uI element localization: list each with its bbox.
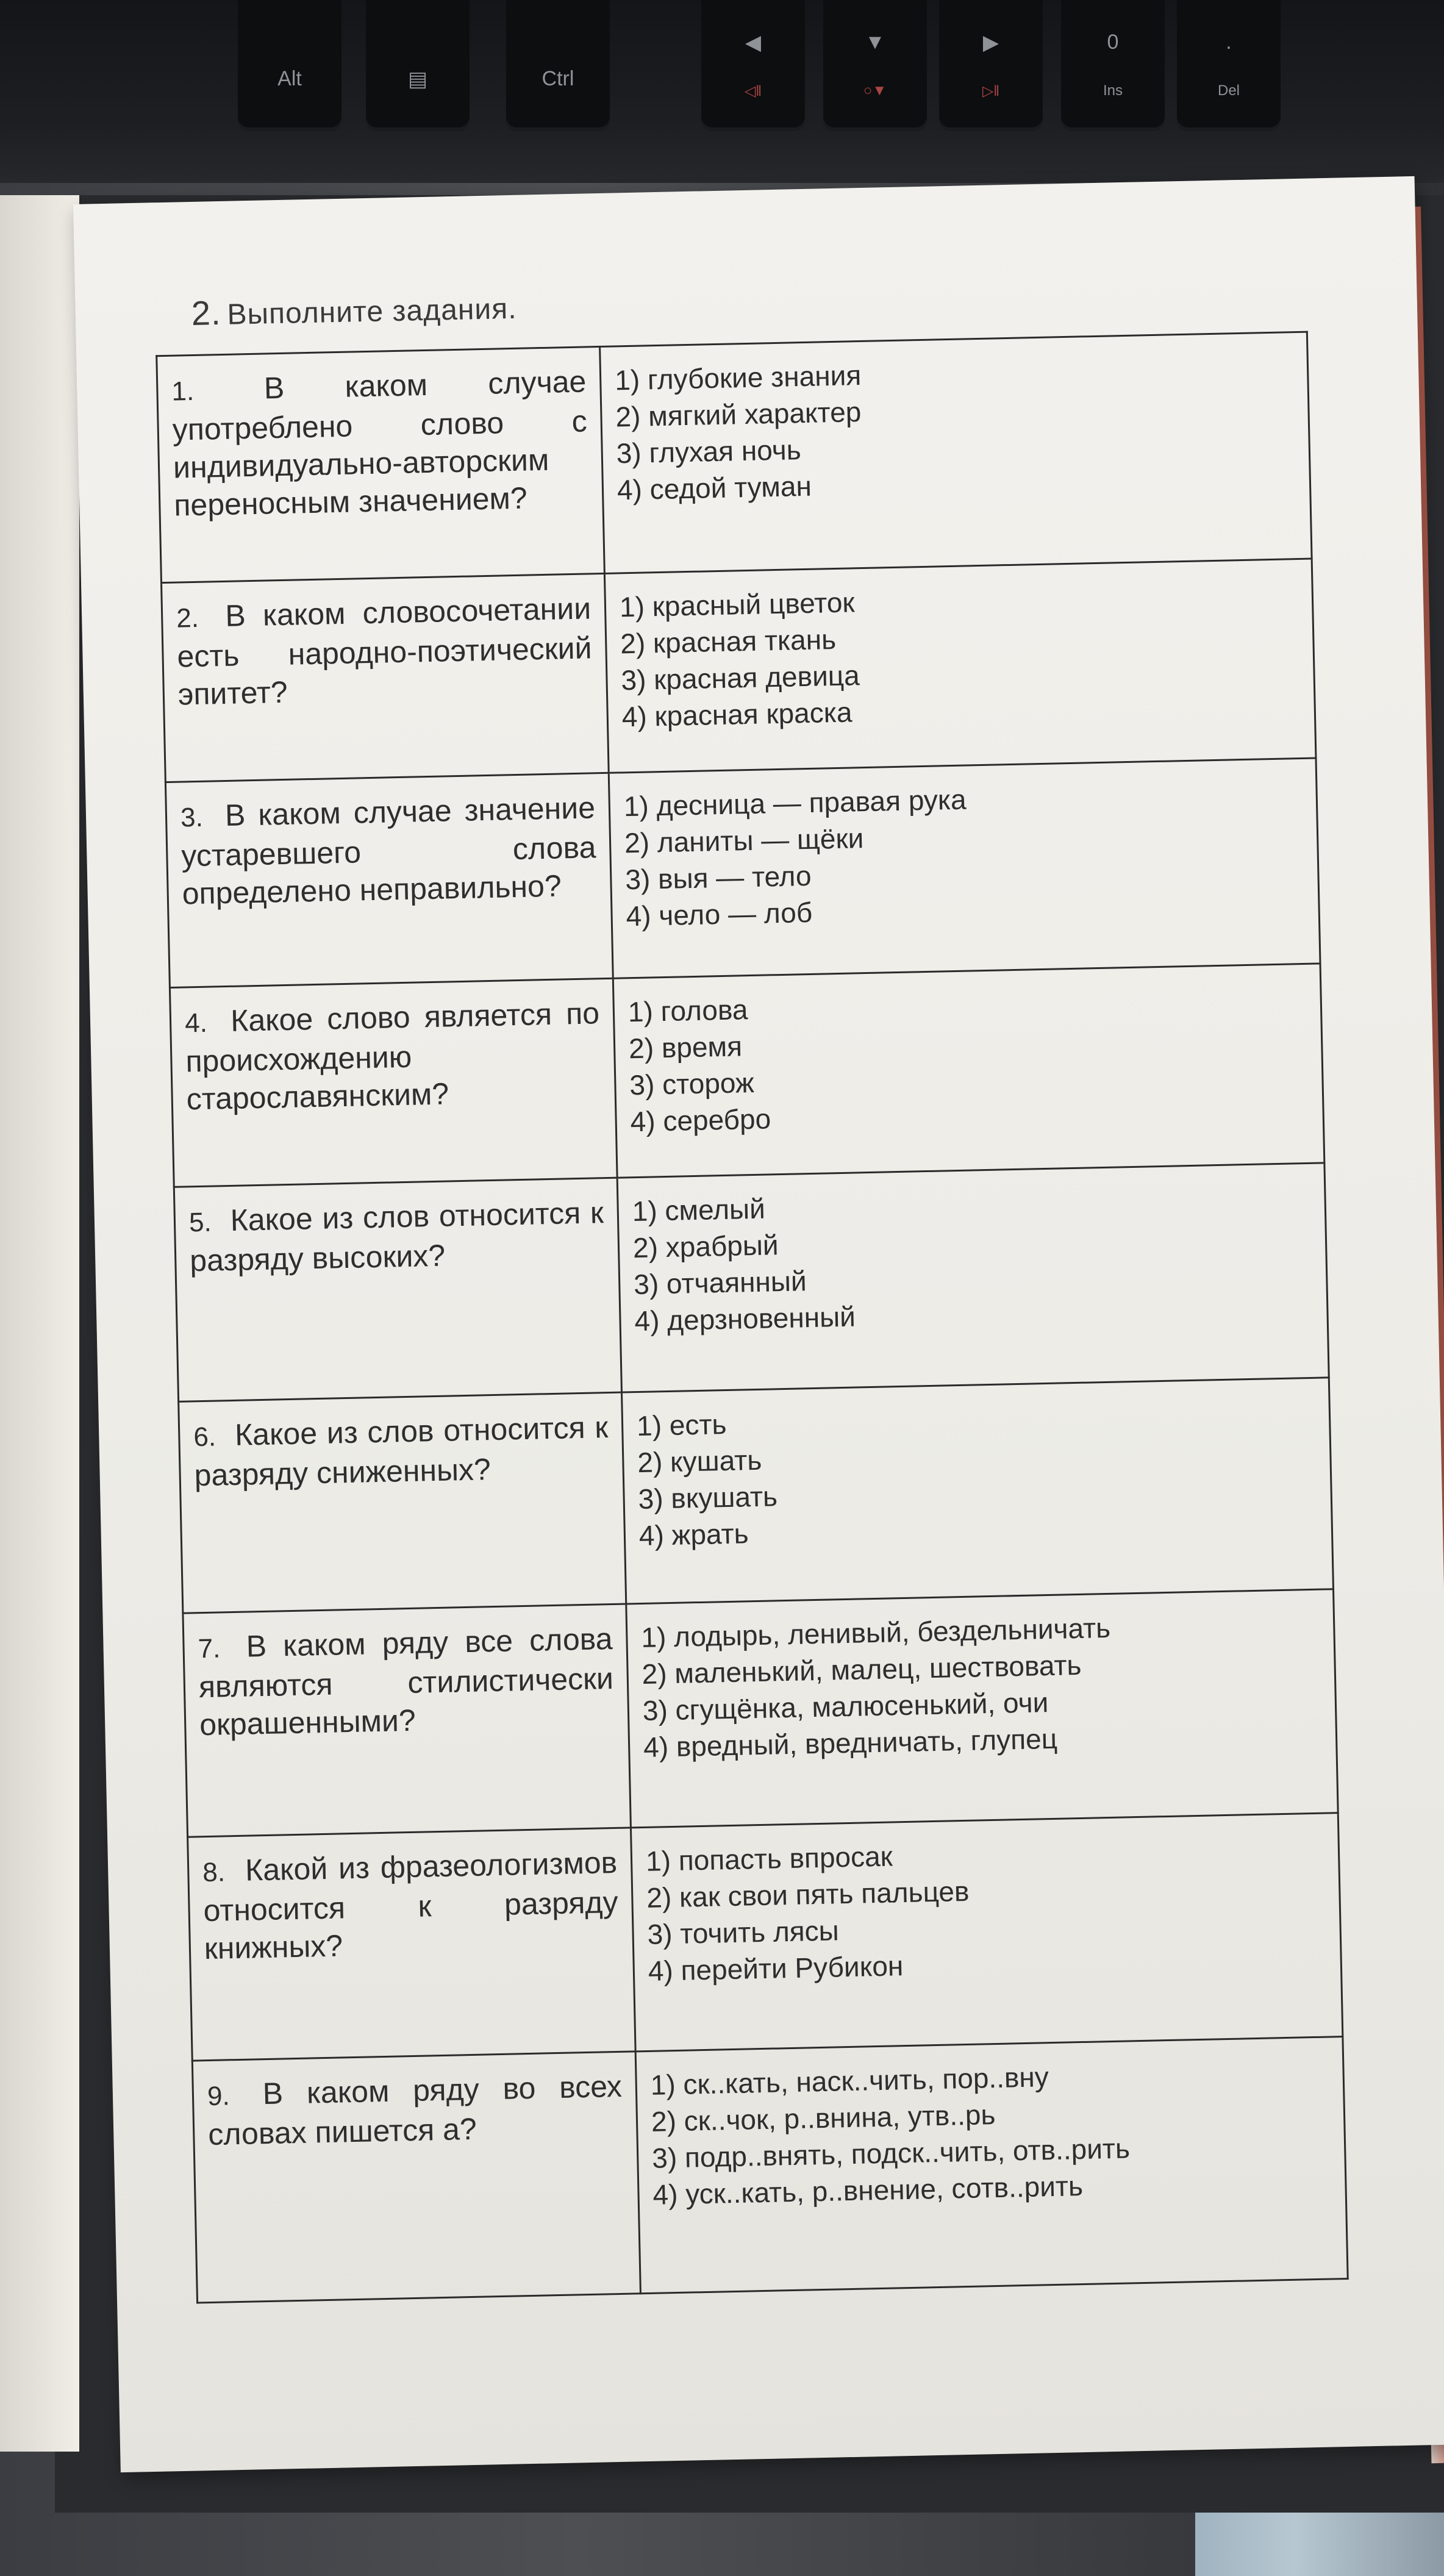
key-label: ◀ bbox=[745, 31, 762, 54]
arrow-right-key[interactable] bbox=[939, 0, 1043, 131]
options-cell bbox=[635, 2037, 1348, 2294]
answer-option: 4) уск..кать, р..внение, сотв..рить bbox=[652, 2170, 1084, 2211]
table-row bbox=[179, 1378, 1334, 1613]
key-label: ▶ bbox=[982, 31, 999, 54]
options-cell bbox=[604, 559, 1316, 773]
answer-option: 1) голова bbox=[627, 993, 748, 1028]
question-cell bbox=[162, 573, 609, 782]
tasks-table bbox=[155, 331, 1349, 2304]
key-sublabel: Del bbox=[1217, 82, 1240, 99]
answer-option: 4) вредный, вредничать, глупец bbox=[643, 1722, 1058, 1763]
table-row bbox=[162, 559, 1316, 782]
answer-option: 3) отчаянный bbox=[633, 1265, 807, 1301]
answer-option: 4) седой туман bbox=[617, 470, 812, 506]
menu-key[interactable] bbox=[366, 0, 470, 131]
answer-option: 1) ск..кать, наск..чить, пор..вну bbox=[650, 2061, 1049, 2101]
table-row bbox=[188, 1813, 1343, 2061]
answer-option: 4) чело — лоб bbox=[626, 896, 813, 932]
answer-option: 3) выя — тело bbox=[624, 859, 812, 896]
question-cell bbox=[174, 1178, 621, 1401]
answer-option: 3) красная девица bbox=[620, 659, 860, 696]
answer-option: 2) храбрый bbox=[632, 1229, 779, 1264]
arrow-down-key[interactable] bbox=[823, 0, 927, 131]
question-number: 1. bbox=[171, 376, 195, 407]
question-text: Какое из слов относится к разряду высоких? bbox=[189, 1195, 604, 1278]
question-cell bbox=[157, 346, 605, 582]
options-cell bbox=[617, 1163, 1329, 1392]
answer-option: 4) перейти Рубикон bbox=[648, 1950, 904, 1987]
question-number: 8. bbox=[202, 1857, 226, 1888]
left-page-edge bbox=[0, 195, 79, 2452]
question-text: В каком случае употреблено слово с индивидуально-авторским переносным значением? bbox=[172, 364, 588, 523]
answer-option: 3) точить лясы bbox=[647, 1914, 840, 1950]
answer-option: 1) красный цветок bbox=[619, 586, 855, 623]
question-number: 2. bbox=[176, 603, 199, 634]
key-label: 0 bbox=[1107, 30, 1119, 54]
keyboard bbox=[0, 0, 1444, 183]
answer-option: 1) есть bbox=[636, 1408, 727, 1442]
numpad-0-key[interactable] bbox=[1061, 0, 1165, 131]
answer-option: 1) смелый bbox=[632, 1192, 766, 1228]
options-cell bbox=[626, 1589, 1338, 1828]
question-number: 6. bbox=[193, 1422, 216, 1453]
answer-option: 2) красная ткань bbox=[620, 623, 837, 660]
table-row bbox=[192, 2037, 1348, 2303]
key-sublabel: ◁‖ bbox=[744, 83, 762, 99]
question-cell bbox=[179, 1392, 626, 1613]
answer-option: 2) маленький, малец, шествовать bbox=[642, 1648, 1082, 1690]
ctrl-key[interactable] bbox=[506, 0, 610, 131]
answer-option: 3) глухая ночь bbox=[616, 434, 802, 470]
arrow-left-key[interactable] bbox=[701, 0, 805, 131]
alt-key[interactable] bbox=[238, 0, 341, 131]
question-cell bbox=[165, 773, 613, 987]
options-cell bbox=[631, 1813, 1342, 2052]
question-text: В каком словосочетании есть народно-поэтический эпитет? bbox=[176, 591, 593, 712]
question-text: Какой из фразеологизмов относится к разряду книжных? bbox=[203, 1845, 619, 1966]
answer-option: 4) серебро bbox=[630, 1103, 771, 1138]
section-title-text: Выполните задания. bbox=[226, 292, 518, 331]
key-label: ▼ bbox=[865, 30, 885, 54]
options-cell bbox=[609, 758, 1320, 978]
book-page bbox=[73, 176, 1444, 2472]
question-number: 4. bbox=[184, 1007, 208, 1039]
question-text: Какое из слов относится к разряду сниженных? bbox=[194, 1410, 609, 1493]
table-row bbox=[170, 964, 1324, 1187]
table-row bbox=[174, 1163, 1329, 1401]
answer-option: 3) вкушать bbox=[638, 1480, 778, 1515]
section-heading bbox=[191, 287, 517, 333]
question-text: Какое слово является по происхождению старославянским? bbox=[185, 996, 600, 1117]
answer-option: 1) попасть впросак bbox=[645, 1840, 893, 1877]
table-row bbox=[183, 1589, 1338, 1837]
key-sublabel: ○▼ bbox=[863, 82, 887, 99]
answer-option: 2) ск..чок, р..внина, утв..рь bbox=[651, 2098, 996, 2138]
answer-option: 1) глубокие знания bbox=[614, 359, 862, 396]
answer-option: 1) лодырь, ленивый, бездельничать bbox=[640, 1611, 1111, 1654]
question-text: В каком случае значение устаревшего слова определено неправильно? bbox=[180, 790, 596, 911]
section-number: 2. bbox=[191, 293, 222, 332]
options-cell bbox=[621, 1378, 1333, 1604]
key-label: Ctrl bbox=[542, 67, 574, 90]
key-sublabel: Ins bbox=[1103, 82, 1123, 99]
table-row bbox=[165, 758, 1320, 987]
key-sublabel: ▷‖ bbox=[982, 83, 1000, 99]
answer-option: 3) подр..внять, подск..чить, отв..рить bbox=[651, 2132, 1131, 2174]
answer-option: 3) сгущёнка, малюсенький, очи bbox=[642, 1686, 1049, 1726]
key-label: . bbox=[1226, 30, 1232, 54]
question-cell bbox=[183, 1604, 631, 1837]
answer-option: 2) кушать bbox=[637, 1444, 762, 1479]
answer-option: 2) как свои пять пальцев bbox=[646, 1875, 970, 1914]
answer-option: 4) жрать bbox=[638, 1517, 749, 1552]
question-cell bbox=[170, 978, 617, 1187]
answer-option: 2) время bbox=[628, 1030, 743, 1065]
table-row bbox=[157, 332, 1312, 582]
question-cell bbox=[192, 2052, 640, 2303]
question-text: В каком ряду все слова являются стилистически окрашенными? bbox=[198, 1621, 614, 1742]
options-cell bbox=[600, 332, 1312, 573]
question-cell bbox=[188, 1828, 636, 2061]
answer-option: 2) ланиты — щёки bbox=[624, 822, 864, 859]
answer-option: 4) дерзновенный bbox=[634, 1300, 856, 1337]
question-number: 5. bbox=[188, 1207, 212, 1238]
key-label: ▤ bbox=[407, 68, 428, 91]
question-number: 9. bbox=[207, 2081, 231, 2112]
answer-option: 2) мягкий характер bbox=[615, 396, 862, 433]
question-text: В каком ряду во всех словах пишется а? bbox=[207, 2069, 623, 2152]
answer-option: 1) десница — правая рука bbox=[623, 783, 967, 823]
question-number: 7. bbox=[198, 1633, 221, 1664]
answer-option: 3) сторож bbox=[629, 1066, 755, 1101]
answer-option: 4) красная краска bbox=[621, 696, 852, 733]
options-cell bbox=[613, 964, 1324, 1178]
numpad-del-key[interactable] bbox=[1177, 0, 1281, 131]
key-label: Alt bbox=[277, 67, 302, 90]
question-number: 3. bbox=[180, 802, 204, 833]
